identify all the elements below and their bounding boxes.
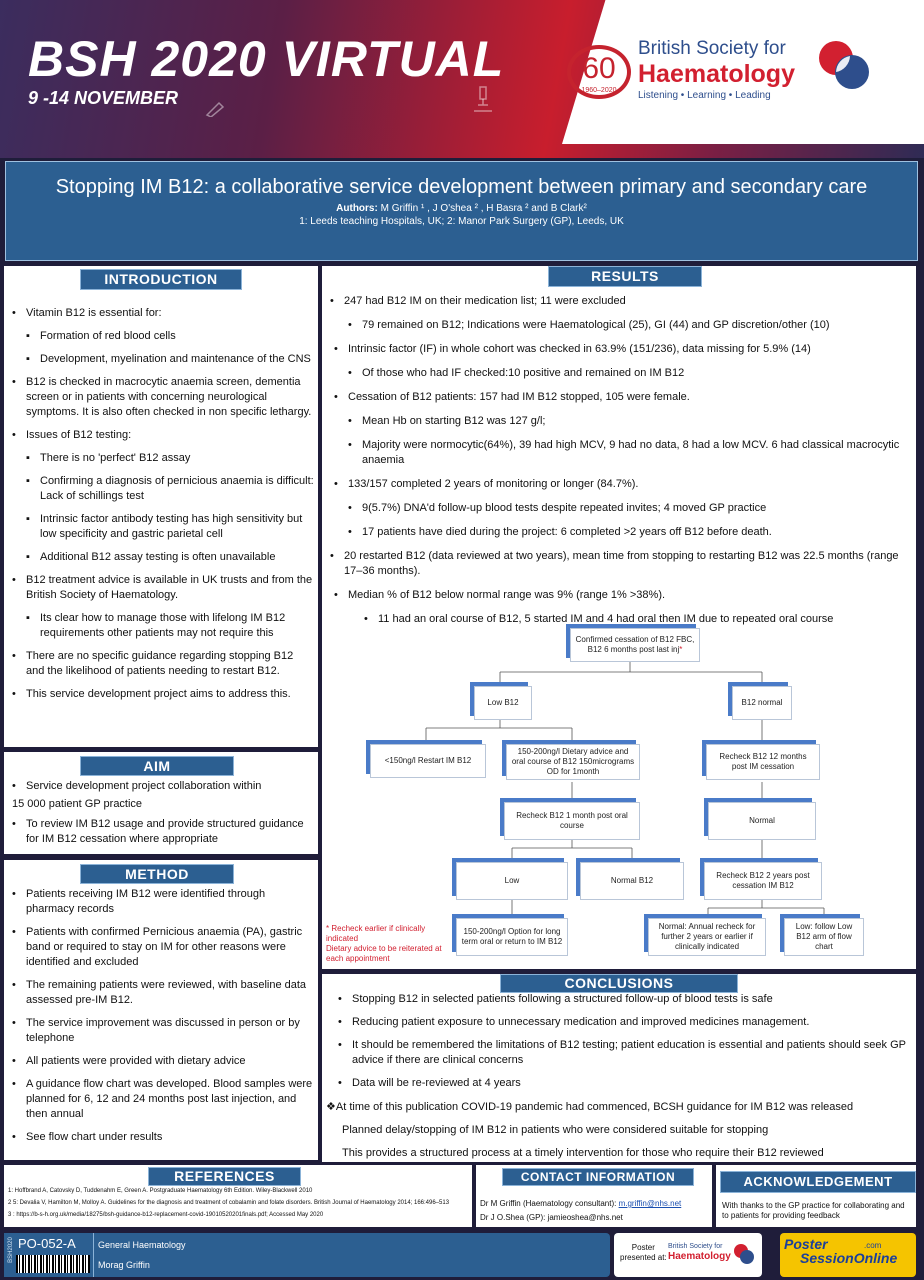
list-item: ▪ Additional B12 assay testing is often unavailable [4,550,314,565]
method-heading: METHOD [80,864,234,884]
covid-line: Planned delay/stopping of IM B12 in patients who were considered suitable for stopping [342,1124,769,1136]
flow-node-confirmed-cessation [570,628,700,662]
list-item: ▪ Development, myelination and maintenance of the CNS [4,352,314,367]
list-item: • All patients were provided with dietary advice [4,1054,314,1069]
presented-at-badge [614,1233,762,1277]
bsh-mini-logo-icon [732,1242,756,1266]
list-item: • Patients receiving IM B12 were identified through pharmacy records [4,887,314,917]
list-item: ▪ Formation of red blood cells [4,329,314,344]
reference-item: 3 : https://b-s-h.org.uk/media/18275/bsh-guidance-b12-replacement-covid-19010520201finals.pdf; Accessed May 2020 [8,1212,324,1218]
flow-note-recheck: * Recheck earlier if clinically indicated [326,924,426,943]
flow-node-normal-b12: Normal B12 [580,862,684,900]
list-item: • 20 restarted B12 (data reviewed at two years), mean time from stopping to restarting B12 was 22.5 months (range 17–36 months). [322,549,912,579]
references-heading: REFERENCES [148,1167,301,1186]
list-item: • The service improvement was discussed in person or by telephone [4,1016,314,1046]
poster-authors [6,203,917,214]
list-item: • Mean Hb on starting B12 was 127 g/l; [322,414,912,429]
reference-item: 1: Hoffbrand A, Catovsky D, Tuddenahm E, Green A. Postgraduate Haematology 6th Edition. Wiley-Blackwell 2010 [8,1188,313,1194]
flow-node-low-b12: Low B12 [474,686,532,720]
list-item: • Cessation of B12 patients: 157 had IM B12 stopped, 105 were female. [322,390,912,405]
flow-note-dietary: Dietary advice to be reiterated at each appointment [326,944,442,963]
aim-heading: AIM [80,756,234,776]
method-panel [4,860,318,1160]
footer-category: General Haematology [98,1240,186,1250]
list-item: • There are no specific guidance regarding stopping B12 and the likelihood of patients needing to restart B12. [4,649,314,679]
introduction-list [4,306,314,710]
list-item: • 79 remained on B12; Indications were Haematological (25), GI (44) and GP discretion/other (10) [322,318,912,333]
results-heading: RESULTS [548,266,702,287]
method-list [4,887,314,1153]
list-item: • Vitamin B12 is essential for: [4,306,314,321]
conference-title: BSH 2020 VIRTUAL [28,31,505,87]
contact-panel [476,1165,712,1227]
poster-id: PO-052-A [18,1236,76,1251]
list-item: • Patients with confirmed Pernicious anaemia (PA), gastric band or required to stay on IM for other reasons were identified and excluded [4,925,314,970]
flow-node-text: Confirmed cessation of B12 FBC, B12 6 months post last inj [575,635,695,654]
bsh-mini-name: British Society for [668,1243,723,1250]
conclusions-list [322,992,912,1099]
list-item: • Median % of B12 below normal range was 9% (range 1% >38%). [322,588,912,603]
flow-node-annual-recheck: Normal: Annual recheck for further 2 years or earlier if clinically indicated [648,918,766,956]
list-item: • This service development project aims to address this. [4,687,314,702]
bsh-mini-name2: Haematology [668,1251,731,1262]
list-item: • A guidance flow chart was developed. Blood samples were planned for 6, 12 and 24 months post last injection, and then annual [4,1077,314,1122]
bsh-tagline: Listening • Learning • Leading [638,90,771,101]
barcode-icon [16,1255,90,1273]
list-item-text: 15 000 patient GP practice [12,798,143,810]
flow-node-follow-low-arm: Low: follow Low B12 arm of flow chart [784,918,864,956]
contact-details [480,1197,681,1225]
poster-title: Stopping IM B12: a collaborative service development between primary and secondary care [55,176,868,198]
results-panel [322,266,916,969]
aim-list [4,779,314,855]
flow-node-restart-im: <150ng/l Restart IM B12 [370,744,486,778]
guidance-flow-chart [322,622,916,969]
list-item: • To review IM B12 usage and provide structured guidance for IM B12 cessation where appropriate [4,817,314,847]
list-item: • 17 patients have died during the project: 6 completed >2 years off B12 before death. [322,525,912,540]
list-item: • Intrinsic factor (IF) in whole cohort was checked in 63.9% (151/236), data missing for 5.9% (14) [322,342,912,357]
bsh-name-line2: Haematology [638,60,795,88]
bsh-name-line1: British Society for [638,38,786,59]
conference-dates: 9 -14 NOVEMBER [28,88,179,108]
list-item: • 11 had an oral course of B12, 5 started IM and 4 had oral then IM due to repeated oral course [322,612,912,627]
list-item: • B12 is checked in macrocytic anaemia screen, dementia screen or in patients with concerning neurological symptoms. It is also often checked in non specific lethargy. [4,375,314,420]
presented-at-text [620,1243,667,1263]
results-list [322,294,912,636]
pso-suffix: .com [864,1241,882,1250]
list-item: • Service development project collaboration within [4,779,314,794]
pso-line2: SessionOnline [800,1250,898,1266]
introduction-panel [4,266,318,747]
footer-vertical-label: BSH2020 [7,1237,14,1263]
flow-node-dietary-advice: 150-200ng/l Dietary advice and oral course of B12 150micrograms OD for 1month [506,744,640,780]
poster-affiliations: 1: Leeds teaching Hospitals, UK; 2: Manor Park Surgery (GP), Leeds, UK [299,216,624,227]
list-item: • 247 had B12 IM on their medication list; 11 were excluded [322,294,912,309]
poster-session-online-logo [780,1233,916,1277]
list-item: ▪ There is no 'perfect' B12 assay [4,451,314,466]
flow-node-recheck-2-years: Recheck B12 2 years post cessation IM B12 [704,862,822,900]
presented-line: presented at: [620,1253,667,1262]
references-list [8,1187,468,1220]
flow-node-recheck-12-months: Recheck B12 12 months post IM cessation [706,744,820,780]
presented-line: Poster [631,1243,655,1252]
footer-author: Morag Griffin [98,1260,150,1270]
flow-node-long-term-option: 150-200ng/l Option for long term oral or return to IM B12 [456,918,568,956]
poster-title-box [5,161,918,261]
list-item: • Data will be re-reviewed at 4 years [322,1076,912,1091]
reference-item: 2 5: Devalia V, Hamilton M, Molloy A. Guidelines for the diagnosis and treatment of cobalamin and folate disorders. British Journal of Haematology 2014; 166:496–513 [8,1200,450,1206]
microscope-icon [470,85,496,113]
footer-bar [4,1233,610,1277]
list-item: • Issues of B12 testing: [4,428,314,443]
list-item: • It should be remembered the limitations of B12 testing; patient education is essential and patients should seek GP advice if there are clinical concerns [322,1038,912,1068]
conclusions-panel [322,974,916,1162]
covid-note [326,1100,853,1161]
bsh-logo-icon [814,36,872,94]
acknowledgement-text: With thanks to the GP practice for collaborating and to patients for providing feedback [722,1201,905,1220]
flow-node-normal: Normal [708,802,816,840]
authors-label: Authors: [336,203,378,214]
references-panel [4,1165,472,1227]
list-item: • 133/157 completed 2 years of monitoring or longer (84.7%). [322,477,912,492]
pso-line1: Poster [784,1236,828,1252]
list-item: • Of those who had IF checked:10 positive and remained on IM B12 [322,366,912,381]
pipette-icon [205,95,227,117]
aim-panel [4,752,318,854]
anniversary-badge [567,45,631,99]
list-item: • See flow chart under results [4,1130,314,1145]
covid-line: At time of this publication COVID-19 pandemic had commenced, BCSH guidance for IM B12 was released [335,1101,854,1113]
contact-email-link[interactable]: m.griffin@nhs.net [618,1199,682,1208]
list-item: • 9(5.7%) DNA'd follow-up blood tests despite repeated invites; 4 moved GP practice [322,501,912,516]
acknowledgement-panel [716,1165,916,1227]
acknowledgement-heading: ACKNOWLEDGEMENT [720,1171,916,1193]
list-item: ▪ Intrinsic factor antibody testing has high sensitivity but low specificity and gastric parietal cell [4,512,314,542]
flow-connectors [322,622,916,969]
contact-line: Dr J O.Shea (GP): jamieoshea@nhs.net [480,1213,623,1222]
list-item [4,797,314,812]
contact-line: Dr M Griffin (Haematology consultant): [480,1199,619,1208]
authors-list: M Griffin ¹ , J O'shea ² , H Basra ² and B Clark² [380,203,587,214]
flow-notes [326,924,446,964]
list-item: ▪ Confirming a diagnosis of pernicious anaemia is difficult: Lack of schillings test [4,474,314,504]
list-item: • The remaining patients were reviewed, with baseline data assessed pre-IM B12. [4,978,314,1008]
list-item: • Stopping B12 in selected patients following a structured follow-up of blood tests is safe [322,992,912,1007]
flow-asterisk: * [679,645,683,654]
anniversary-years: 1960–2020 [581,87,617,94]
list-item: ▪ Its clear how to manage those with lifelong IM B12 requirements other patients may not require this [4,611,314,641]
introduction-heading: INTRODUCTION [80,269,242,290]
flow-node-b12-normal: B12 normal [732,686,792,720]
conclusions-heading: CONCLUSIONS [500,974,738,993]
flow-node-recheck-1-month: Recheck B12 1 month post oral course [504,802,640,840]
anniversary-number: 60 [582,52,616,85]
contact-heading: CONTACT INFORMATION [502,1168,694,1186]
list-item: • B12 treatment advice is available in UK trusts and from the British Society of Haematology. [4,573,314,603]
list-item: • Majority were normocytic(64%), 39 had high MCV, 9 had no data, 8 had a low MCV. 6 had classical macrocytic anaemia [322,438,912,468]
list-item: • Reducing patient exposure to unnecessary medication and improved medicines management. [322,1015,912,1030]
flow-node-low: Low [456,862,568,900]
covid-line: This provides a structured process at a timely intervention for those who require their B12 reviewed [342,1147,824,1159]
diamond-bullet-icon: ❖ [326,1101,336,1113]
